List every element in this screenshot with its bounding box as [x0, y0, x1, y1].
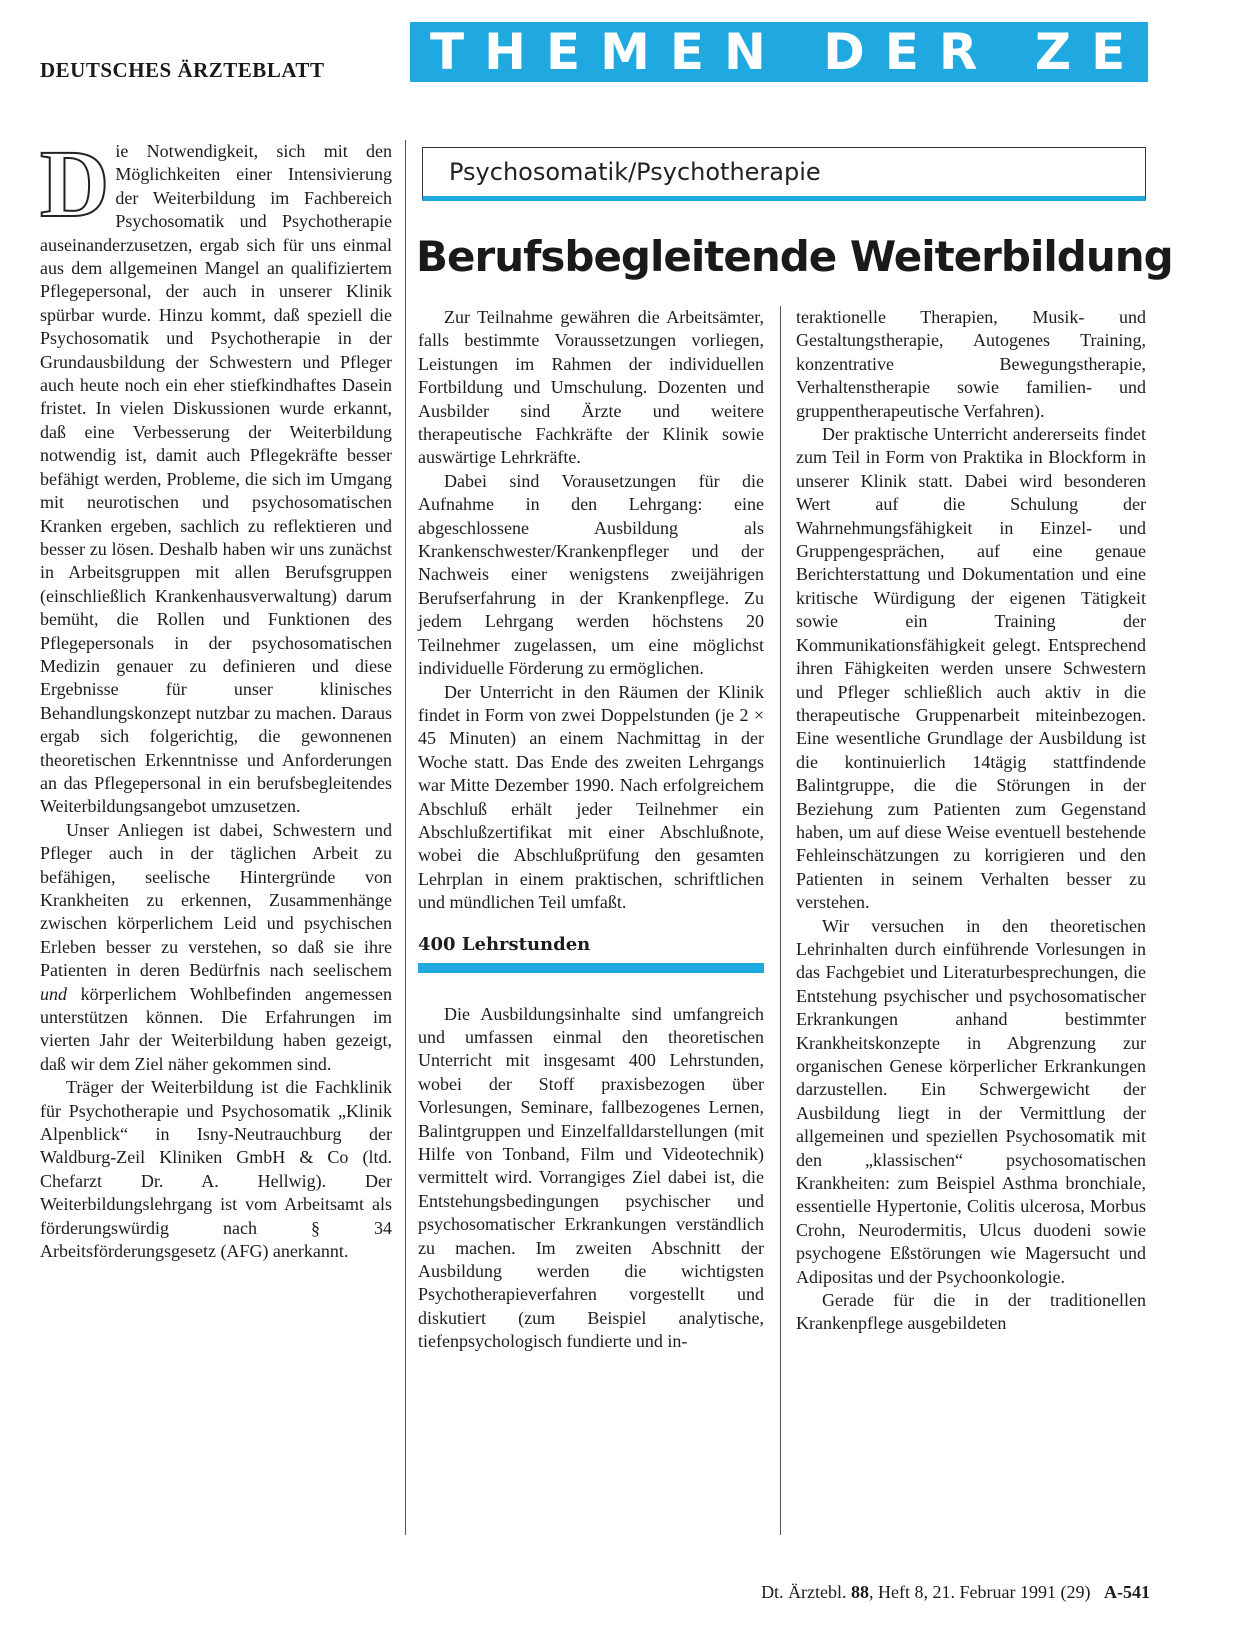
paragraph: Zur Teilnahme gewähren die Arbeitsämter, falls bestimmte Voraussetzungen vorliegen, Leistungen im Rahmen der individuellen Fortbildung und Umschulung. Dozenten und Ausbilder sind Ärzte und weitere therapeutische Fachkräfte der Klinik sowie auswärtige Lehrkräfte.	[418, 307, 764, 468]
footer-issue: , Heft 8, 21. Februar 1991 (29)	[869, 1582, 1091, 1602]
column-rule-2	[780, 306, 781, 1535]
column-1	[40, 130, 392, 1264]
paragraph: Der praktische Unterricht andererseits findet zum Teil in Form von Praktika in Blockform in unserer Klinik statt. Dabei wird besonderen Wert auf die Schulung der Wahrnehmungsfähigkeit in Einzel- und Gruppengesprächen, auf eine genaue Berichterstattung und Dokumentation und eine kritische Würdigung der eigenen Tätigkeit sowie ein Training der Kommunikationsfähigkeit gelegt. Entsprechend ihren Fähigkeiten werden unsere Schwestern und Pfleger schließlich auch aktiv in die therapeutische Gruppenarbeit miteinbezogen. Eine wesentliche Grundlage der Ausbildung ist die kontinuierlich 14tägig stattfindende Balintgruppe, die die Störungen in der Beziehung zum Patienten zum Gegenstand haben, um auf diese Weise eventuell bestehende Fehleinschätzungen zu korrigieren und den Patienten in seinem Verhalten besser zu verstehen.	[796, 424, 1146, 913]
paragraph	[40, 130, 392, 819]
paragraph: Träger der Weiterbildung ist die Fachklinik für Psychotherapie und Psychosomatik „Klinik Alpenblick“ in Isny-Neutrauchburg der Waldburg-Zeil Kliniken GmbH & Co (ltd. Chefarzt Dr. A. Hellwig). Der Weiterbildungslehrgang ist vom Arbeitsamt als förderungswürdig nach § 34 Arbeitsförderungsgesetz (AFG) anerkannt.	[40, 1077, 392, 1262]
page-footer	[630, 1582, 1150, 1603]
footer-journal: Dt. Ärztebl.	[761, 1582, 847, 1602]
paragraph: Wir versuchen in den theoretischen Lehrinhalten durch einführende Vorlesungen in das Fachgebiet und Literaturbesprechungen, die Entstehung psychischer und psychosomatischer Erkrankungen anhand bestimmter Krankheitskonzepte in Abgrenzung zur organischen Genese körperlicher Erkrankungen darzustellen. Ein Schwergewicht der Ausbildung liegt in der Vermittlung der allgemeinen und speziellen Psychosomatik mit den „klassischen“ psychosomatischen Krankheiten: zum Beispiel Asthma bronchiale, essentielle Hypertonie, Colitis ulcerosa, Morbus Crohn, Neurodermitis, Ulcus duodeni sowie psychogene Eßstörungen wie Magersucht und Adipositas und der Psychoonkologie.	[796, 915, 1146, 1287]
headline: Berufsbegleitende Weiterbildung	[416, 232, 1173, 281]
column-3	[796, 306, 1146, 1336]
footer-page-number: A-541	[1104, 1582, 1150, 1602]
subheading: 400 Lehrstunden	[418, 933, 591, 955]
paragraph: Gerade für die in der traditionellen Krankenpflege ausgebildeten	[796, 1290, 1146, 1334]
paragraph: teraktionelle Therapien, Musik- und Gestaltungstherapie, Autogenes Training, konzentrative Bewegungstherapie, Verhaltenstherapie sowie familien- und gruppentherapeutische Verfahren).	[796, 307, 1146, 421]
subheading-bar	[418, 963, 764, 973]
section-banner: THEMEN DER ZEIT	[410, 22, 1148, 82]
paragraph	[40, 819, 392, 1076]
emphasis: und	[40, 983, 67, 1004]
column-rule-1	[405, 140, 406, 1535]
paragraph: Die Ausbildungsinhalte sind umfangreich und umfassen einmal den theoretischen Unterricht mit insgesamt 400 Lehrstunden, wobei der Stoff praxisbezogen über Vorlesungen, Seminare, fallbezogenes Lernen, Balintgruppen und Einzelfalldarstellungen (mit Hilfe von Tonband, Film und Videotechnik) vermittelt wird. Vorrangiges Ziel dabei ist, die Entstehungsbedingungen psychischer und psychosomatischer Erkrankungen verständlich zu machen. Im zweiten Abschnitt der Ausbildung werden die wichtigsten Psychotherapieverfahren vorgestellt und diskutiert (zum Beispiel analytische, tiefenpsychologisch fundierte und in-	[418, 1003, 764, 1352]
kicker-box: Psychosomatik/Psychotherapie	[422, 147, 1146, 201]
paragraph-text: ie Notwendigkeit, sich mit den Möglichkeiten einer Intensivierung der Weiterbildung im Fachbereich Psychosomatik und Psychotherapie auseinanderzusetzen, ergab sich für uns einmal aus dem allgemeinen Mangel an qualifiziertem Pflegepersonal, der auch in unserer Klinik spürbar wurde. Hinzu kommt, daß speziell die Psychosomatik und Psychotherapie in der Grundausbildung der Schwestern und Pfleger auch heute noch ein eher stiefkindhaftes Dasein fristet. In vielen Diskussionen wurde erkannt, daß eine Verbesserung der Weiterbildung notwendig ist, damit auch Pflegekräfte besser befähigt werden, Probleme, die sich im Umgang mit neurotischen und psychosomatischen Kranken ergeben, sachlich zu reflektieren und besser zu lösen. Deshalb haben wir uns zunächst in Arbeitsgruppen mit allen Berufsgruppen (einschließlich Krankenhausverwaltung) darum bemüht, die Rollen und Funktionen des Pflegepersonals in der psychosomatischen Medizin genauer zu definieren und diese Ergebnisse für unser klinisches Behandlungskonzept nutzbar zu machen. Daraus ergab sich folgerichtig, die gewonnenen theoretischen Erkenntnisse und Anforderungen an das Pflegepersonal in ein berufsbegleitendes Weiterbildungsangebot umzusetzen.	[40, 141, 392, 817]
paragraph-text: körperlichem Wohlbefinden angemessen unterstützen können. Die Erfahrungen im vierten Jahr der Weiterbildung haben gezeigt, daß wir dem Ziel näher gekommen sind.	[40, 983, 392, 1074]
paragraph: Der Unterricht in den Räumen der Klinik findet in Form von zwei Doppelstunden (je 2 × 45 Minuten) an einem Nachmittag in der Woche statt. Das Ende des zweiten Lehrgangs war Mitte Dezember 1990. Nach erfolgreichem Abschluß erhält jeder Teilnehmer ein Abschlußzertifikat mit einer Abschlußnote, wobei die Abschlußprüfung den gesamten Lehrplan in einem praktischen, schriftlichen und mündlichen Teil umfaßt.	[418, 681, 764, 913]
paragraph: Dabei sind Vorausetzungen für die Aufnahme in den Lehrgang: eine abgeschlossene Ausbildung als Krankenschwester/Krankenpfleger und der Nachweis einer wenigstens zweijährigen Berufserfahrung in der Krankenpflege. Zu jedem Lehrgang werden höchstens 20 Teilnehmer zugelassen, um eine möglichst individuelle Förderung zu ermöglichen.	[418, 470, 764, 679]
column-2	[418, 306, 764, 1354]
masthead: DEUTSCHES ÄRZTEBLATT	[40, 58, 325, 82]
drop-cap: D	[40, 130, 110, 237]
footer-volume: 88	[851, 1582, 870, 1602]
paragraph-text: Unser Anliegen ist dabei, Schwestern und Pfleger auch in der täglichen Arbeit zu befähigen, seelische Hintergründe von Krankheiten zu erkennen, Zusammenhänge zwischen körperlichem Leid und psychischen Erleben besser zu verstehen, so daß sie ihre Patienten in deren Bedürfnis nach seelischem	[40, 819, 392, 981]
